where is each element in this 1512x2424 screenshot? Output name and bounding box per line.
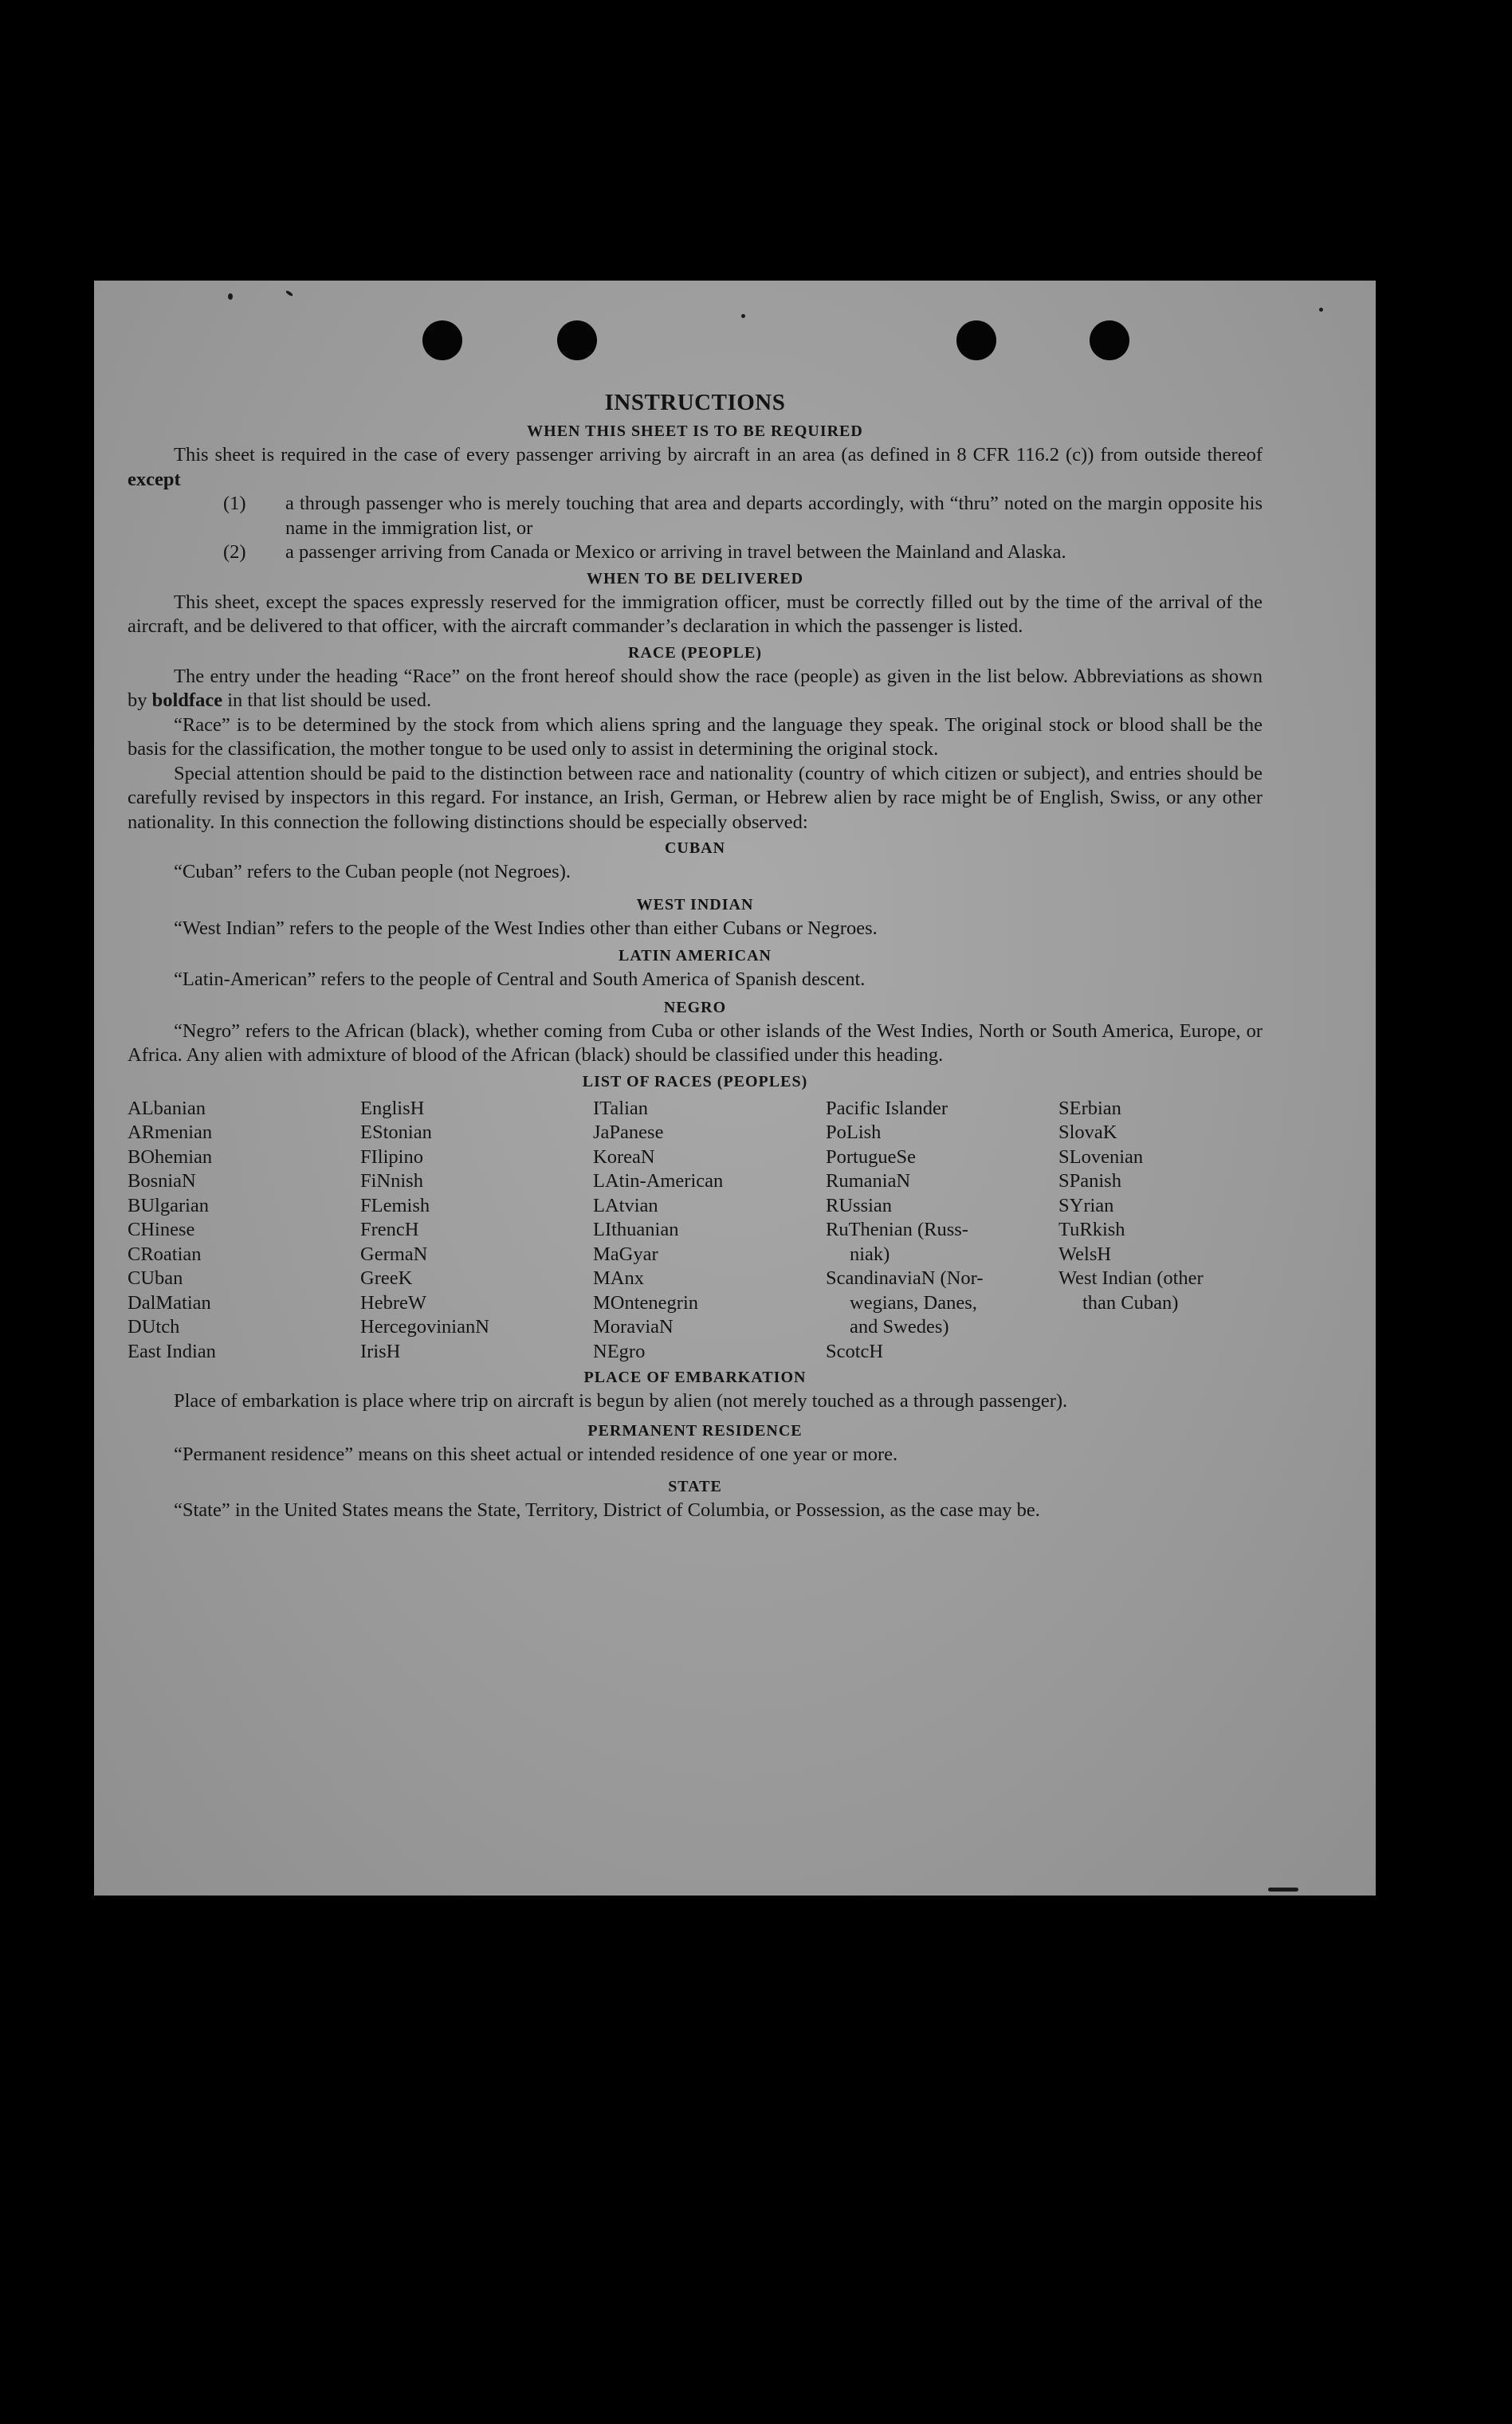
list-number: (2) <box>223 541 246 563</box>
race-item: RuThenian (Russ- <box>826 1219 968 1240</box>
race-item: MaGyar <box>593 1243 658 1265</box>
section-heading-when-required: WHEN THIS SHEET IS TO BE REQUIRED <box>527 422 863 440</box>
race-item: TuRkish <box>1058 1219 1125 1240</box>
list-text: a passenger arriving from Canada or Mexico or arriving in travel between the Mainland and Alaska. <box>285 541 1066 563</box>
paragraph-negro: “Negro” refers to the African (black), whether coming from Cuba or other islands of the West Indies, North or South America, Europe, or Africa. Any alien with admixture of blood of the African (black) should be classified under this heading. <box>128 1019 1263 1066</box>
race-item: CUban <box>128 1267 183 1289</box>
document-sheet <box>94 281 1376 1896</box>
race-item: PortugueSe <box>826 1145 916 1168</box>
race-item: ScandinaviaN (Nor- <box>826 1267 984 1289</box>
list-number: (1) <box>223 493 246 514</box>
race-item: ScotcH <box>826 1340 884 1362</box>
race-item: SYrian <box>1058 1194 1114 1216</box>
race-item: SlovaK <box>1058 1122 1117 1143</box>
paragraph-cuban: “Cuban” refers to the Cuban people (not Negroes). <box>174 861 571 882</box>
section-heading-embarkation: PLACE OF EMBARKATION <box>583 1369 807 1386</box>
race-item: ALbanian <box>128 1097 206 1119</box>
page-title: INSTRUCTIONS <box>604 390 786 415</box>
punch-hole-4 <box>1090 320 1129 360</box>
race-item: ARmenian <box>128 1122 213 1143</box>
paragraph-text: in that list should be used. <box>222 689 432 711</box>
race-item: BUlgarian <box>128 1194 210 1216</box>
paragraph-state: “State” in the United States means the State, Territory, District of Columbia, or Possession, as the case may be. <box>174 1499 1040 1521</box>
speck <box>1319 308 1323 312</box>
race-item: EStonian <box>360 1122 432 1143</box>
section-heading-cuban: CUBAN <box>664 839 726 857</box>
list-item-1 <box>128 492 1263 540</box>
race-item-continued: wegians, Danes, <box>850 1291 977 1314</box>
race-item: JaPanese <box>593 1122 664 1143</box>
race-item: East Indian <box>128 1340 216 1362</box>
section-heading-latin-american: LATIN AMERICAN <box>619 947 772 964</box>
paragraph-west-indian: “West Indian” refers to the people of the West Indies other than either Cubans or Negroes. <box>174 917 878 939</box>
race-item: CRoatian <box>128 1243 202 1265</box>
punch-hole-2 <box>557 320 597 360</box>
speck <box>741 314 745 318</box>
paragraph-race-1 <box>128 665 1263 713</box>
race-item: IrisH <box>360 1340 401 1362</box>
race-item: NEgro <box>593 1340 646 1362</box>
race-item: EnglisH <box>360 1097 425 1119</box>
race-item: DalMatian <box>128 1291 211 1314</box>
section-heading-negro: NEGRO <box>663 998 727 1016</box>
paragraph-latin-american: “Latin-American” refers to the people of Central and South America of Spanish descent. <box>174 968 866 990</box>
paragraph-residence: “Permanent residence” means on this sheet actual or intended residence of one year or more. <box>174 1443 898 1465</box>
race-item: Pacific Islander <box>826 1097 948 1119</box>
races-column-1 <box>128 1097 360 1365</box>
races-column-2 <box>360 1097 593 1365</box>
punch-hole-3 <box>956 320 996 360</box>
race-item: LIthuanian <box>593 1219 679 1240</box>
race-item: WelsH <box>1058 1243 1112 1265</box>
list-text: a through passenger who is merely touching that area and departs accordingly, with “thru” noted on the margin opposite his name in the immigration list, or <box>285 493 1263 539</box>
speck <box>285 289 293 297</box>
race-item: KoreaN <box>593 1145 655 1168</box>
race-item: LAtvian <box>593 1194 658 1216</box>
races-column-3 <box>593 1097 826 1365</box>
race-item: BOhemian <box>128 1145 213 1168</box>
paragraph-race-2: “Race” is to be determined by the stock from which aliens spring and the language they speak. The original stock or blood shall be the basis for the classification, the mother tongue to be used only to assist in determining the original stock. <box>128 713 1263 760</box>
race-item: SLovenian <box>1058 1145 1144 1168</box>
race-item: FIlipino <box>360 1145 423 1168</box>
race-item: SErbian <box>1058 1097 1121 1119</box>
race-item: MoraviaN <box>593 1316 674 1338</box>
race-item: FiNnish <box>360 1170 423 1192</box>
section-heading-races-list: LIST OF RACES (PEOPLES) <box>582 1072 808 1090</box>
section-heading-race: RACE (PEOPLE) <box>628 643 762 662</box>
speck <box>1268 1888 1298 1892</box>
section-heading-residence: PERMANENT RESIDENCE <box>587 1421 803 1440</box>
race-item: GermaN <box>360 1243 428 1265</box>
speck <box>228 293 233 300</box>
race-item: FrencH <box>360 1219 419 1240</box>
races-column-4 <box>826 1097 1058 1365</box>
race-item: HebreW <box>360 1291 426 1314</box>
race-item-continued: than Cuban) <box>1082 1291 1179 1314</box>
race-item: SPanish <box>1058 1170 1121 1192</box>
race-item: RumaniaN <box>826 1170 911 1192</box>
races-column-5 <box>1058 1097 1263 1365</box>
race-item: HercegovinianN <box>360 1316 489 1338</box>
races-list-table <box>128 1097 1263 1365</box>
race-item: West Indian (other <box>1058 1267 1204 1289</box>
section-heading-state: STATE <box>668 1478 722 1495</box>
race-item: ITalian <box>593 1097 649 1119</box>
race-item: FLemish <box>360 1194 430 1216</box>
race-item: DUtch <box>128 1316 180 1338</box>
list-item-2 <box>128 540 1263 565</box>
paragraph-embarkation: Place of embarkation is place where trip on aircraft is begun by alien (not merely touched as a through passenger). <box>174 1390 1068 1412</box>
race-item: CHinese <box>128 1219 195 1240</box>
section-heading-west-indian: WEST INDIAN <box>636 895 754 913</box>
paragraph-when-delivered: This sheet, except the spaces expressly reserved for the immigration officer, must be correctly filled out by the time of the arrival of the aircraft, and be delivered to that officer, with the aircraft commander’s declaration in which the passenger is listed. <box>128 591 1263 637</box>
race-item: MAnx <box>593 1267 644 1289</box>
race-item: GreeK <box>360 1267 413 1289</box>
paragraph-race-3: Special attention should be paid to the distinction between race and nationality (country of which citizen or subject), and entries should be carefully revised by inspectors in this regard. For instance, an Irish, German, or Hebrew alien by race might be of English, Swiss, or any other nationality. In this connection the following distinctions should be especially observed: <box>128 762 1263 833</box>
race-item: BosniaN <box>128 1170 196 1192</box>
race-item: LAtin-American <box>593 1170 724 1192</box>
bold-text: boldface <box>151 689 223 711</box>
race-item-continued: and Swedes) <box>850 1316 949 1338</box>
paragraph-when-required <box>128 443 1263 492</box>
paragraph-text: The entry under the heading “Race” on the front hereof should show the race (people) as given in the list below. Abbreviations as shown by <box>128 665 1263 711</box>
race-item-continued: niak) <box>850 1243 890 1265</box>
punch-hole-1 <box>422 320 462 360</box>
section-heading-when-delivered: WHEN TO BE DELIVERED <box>586 569 804 587</box>
race-item: MOntenegrin <box>593 1291 698 1314</box>
instructions-body <box>128 387 1263 1523</box>
bold-text: except <box>128 468 181 490</box>
paragraph-text: This sheet is required in the case of every passenger arriving by aircraft in an area (as defined in 8 CFR 116.2 (c)) from outside thereof <box>174 444 1263 466</box>
race-item: PoLish <box>826 1122 882 1143</box>
race-item: RUssian <box>826 1194 893 1216</box>
